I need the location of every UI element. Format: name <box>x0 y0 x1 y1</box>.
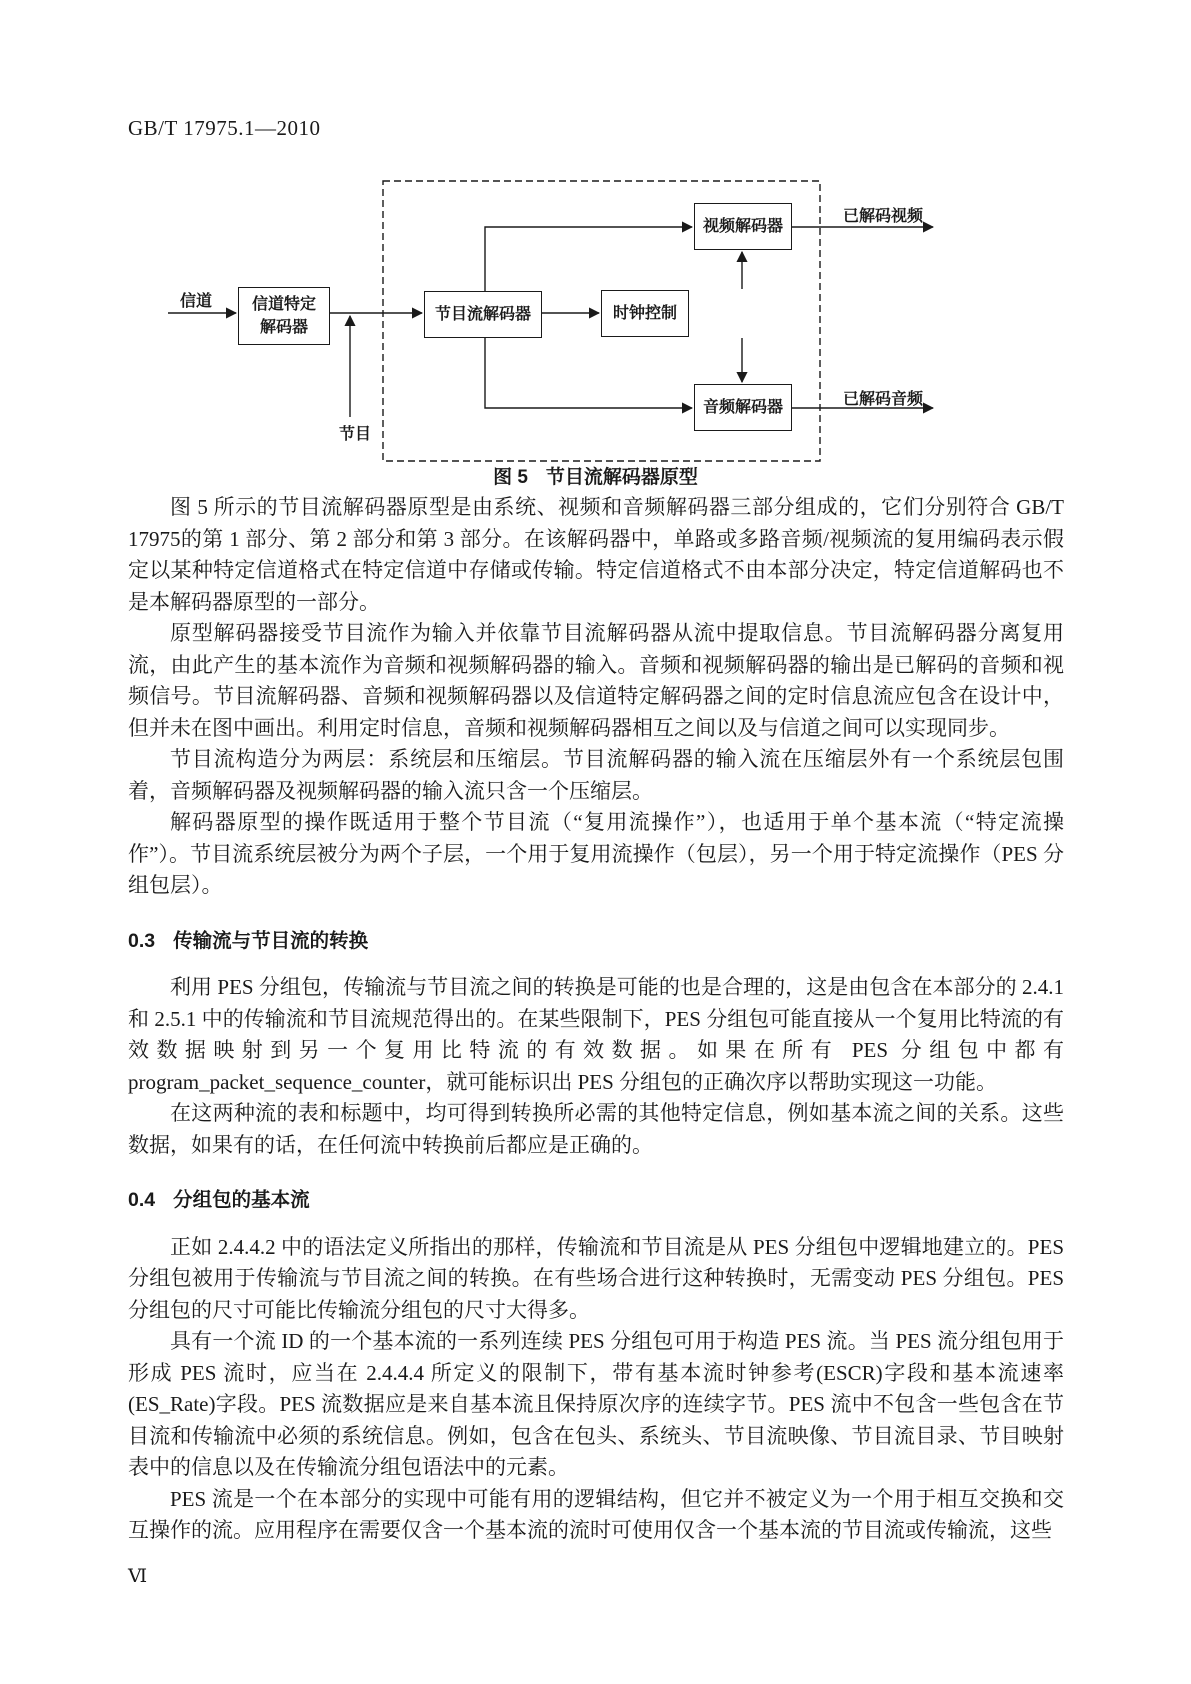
label-program: 节目 <box>339 426 372 443</box>
figure-caption-title: 节目流解码器原型 <box>545 467 698 488</box>
section-heading-0-3 <box>128 926 1064 958</box>
section-title: 分组包的基本流 <box>173 1189 310 1211</box>
label-decoded-video: 已解码视频 <box>843 208 924 225</box>
paragraph: 图 5 所示的节目流解码器原型是由系统、视频和音频解码器三部分组成的，它们分别符合 GB/T 17975的第 1 部分、第 2 部分和第 3 部分。在该解码器中，单路或多路音频/视频流的复用编码表示假定以某种特定信道格式在特定信道中存储或传输。特定信道格式不由本部分决定，特定信道解码也不是本解码器原型的一部分。 <box>128 495 1064 614</box>
paragraph: 原型解码器接受节目流作为输入并依靠节目流解码器从流中提取信息。节目流解码器分离复用流，由此产生的基本流作为音频和视频解码器的输入。音频和视频解码器的输出是已解码的音频和视频信号。节目流解码器、音频和视频解码器以及信道特定解码器之间的定时信息流应包含在设计中，但并未在图中画出。利用定时信息，音频和视频解码器相互之间以及与信道之间可以实现同步。 <box>128 621 1064 740</box>
box-label: 解码器 <box>259 319 308 336</box>
label-decoded-audio: 已解码音频 <box>843 391 924 408</box>
box-program-stream-decoder: 节目流解码器 <box>424 291 542 338</box>
section-heading-0-4 <box>128 1185 1064 1217</box>
figure-caption <box>0 462 1191 489</box>
paragraph: 正如 2.4.4.2 中的语法定义所指出的那样，传输流和节目流是从 PES 分组包中逻辑地建立的。PES 分组包被用于传输流与节目流之间的转换。在有些场合进行这种转换时，无需变动 PES 分组包。PES 分组包的尺寸可能比传输流分组包的尺寸大得多。 <box>128 1234 1064 1322</box>
section-number: 0.4 <box>128 1189 156 1211</box>
box-video-decoder: 视频解码器 <box>694 203 792 250</box>
paragraph: PES 流是一个在本部分的实现中可能有用的逻辑结构，但它并不被定义为一个用于相互交换和交互操作的流。应用程序在需要仅含一个基本流的流时可使用仅含一个基本流的节目流或传输流，这些 <box>128 1486 1064 1542</box>
section-title: 传输流与节目流的转换 <box>173 929 369 952</box>
box-clock-control: 时钟控制 <box>601 290 689 337</box>
figure-diagram <box>0 0 1191 480</box>
label-channel: 信道 <box>180 293 213 310</box>
paragraph: 具有一个流 ID 的一个基本流的一系列连续 PES 分组包可用于构造 PES 流。当 PES 流分组包用于形成 PES 流时，应当在 2.4.4.4 所定义的限制下，带有基本流时钟参考(ESCR)字段和基本流速率(ES_Rate)字段。PES 流数据应是来自基本流且保持原次序的连续字节。PES 流中不包含一些包含在节目流和传输流中必须的系统信息。例如，包含在包头、系统头、节目流映像、节目流目录、节目映射表中的信息以及在传输流分组包语法中的元素。 <box>128 1329 1064 1479</box>
box-label: 信道特定 <box>251 295 316 313</box>
paragraph: 解码器原型的操作既适用于整个节目流（“复用流操作”），也适用于单个基本流（“特定流操作”）。节目流系统层被分为两个子层，一个用于复用流操作（包层），另一个用于特定流操作（PES 分组包层）。 <box>128 810 1064 897</box>
paragraph: 利用 PES 分组包，传输流与节目流之间的转换是可能的也是合理的，这是由包含在本部分的 2.4.1 和 2.5.1 中的传输流和节目流规范得出的。在某些限制下，PES 分组包可能直接从一个复用比特流的有效数据映射到另一个复用比特流的有效数据。如果在所有 PES 分组包中都有 program_packet_sequence_counter，就可能标识出 PES 分组包的正确次序以帮助实现这一功能。 <box>128 975 1064 1094</box>
box-channel-specific-decoder <box>238 287 330 345</box>
page-number: Ⅵ <box>128 1565 148 1587</box>
paragraph: 节目流构造分为两层：系统层和压缩层。节目流解码器的输入流在压缩层外有一个系统层包围着，音频解码器及视频解码器的输入流只含一个压缩层。 <box>128 747 1064 803</box>
connector-ps-decoder-to-video-decoder-arrow <box>485 227 692 291</box>
connector-ps-decoder-to-audio-decoder-arrow <box>485 338 692 408</box>
figure-caption-number: 图 5 <box>493 467 528 488</box>
paragraph: 在这两种流的表和标题中，均可得到转换所必需的其他特定信息，例如基本流之间的关系。这些数据，如果有的话，在任何流中转换前后都应是正确的。 <box>128 1101 1064 1157</box>
document-body <box>128 492 1064 1592</box>
box-audio-decoder: 音频解码器 <box>694 384 792 431</box>
section-number: 0.3 <box>128 929 156 952</box>
doc-number: GB/T 17975.1—2010 <box>128 116 321 140</box>
